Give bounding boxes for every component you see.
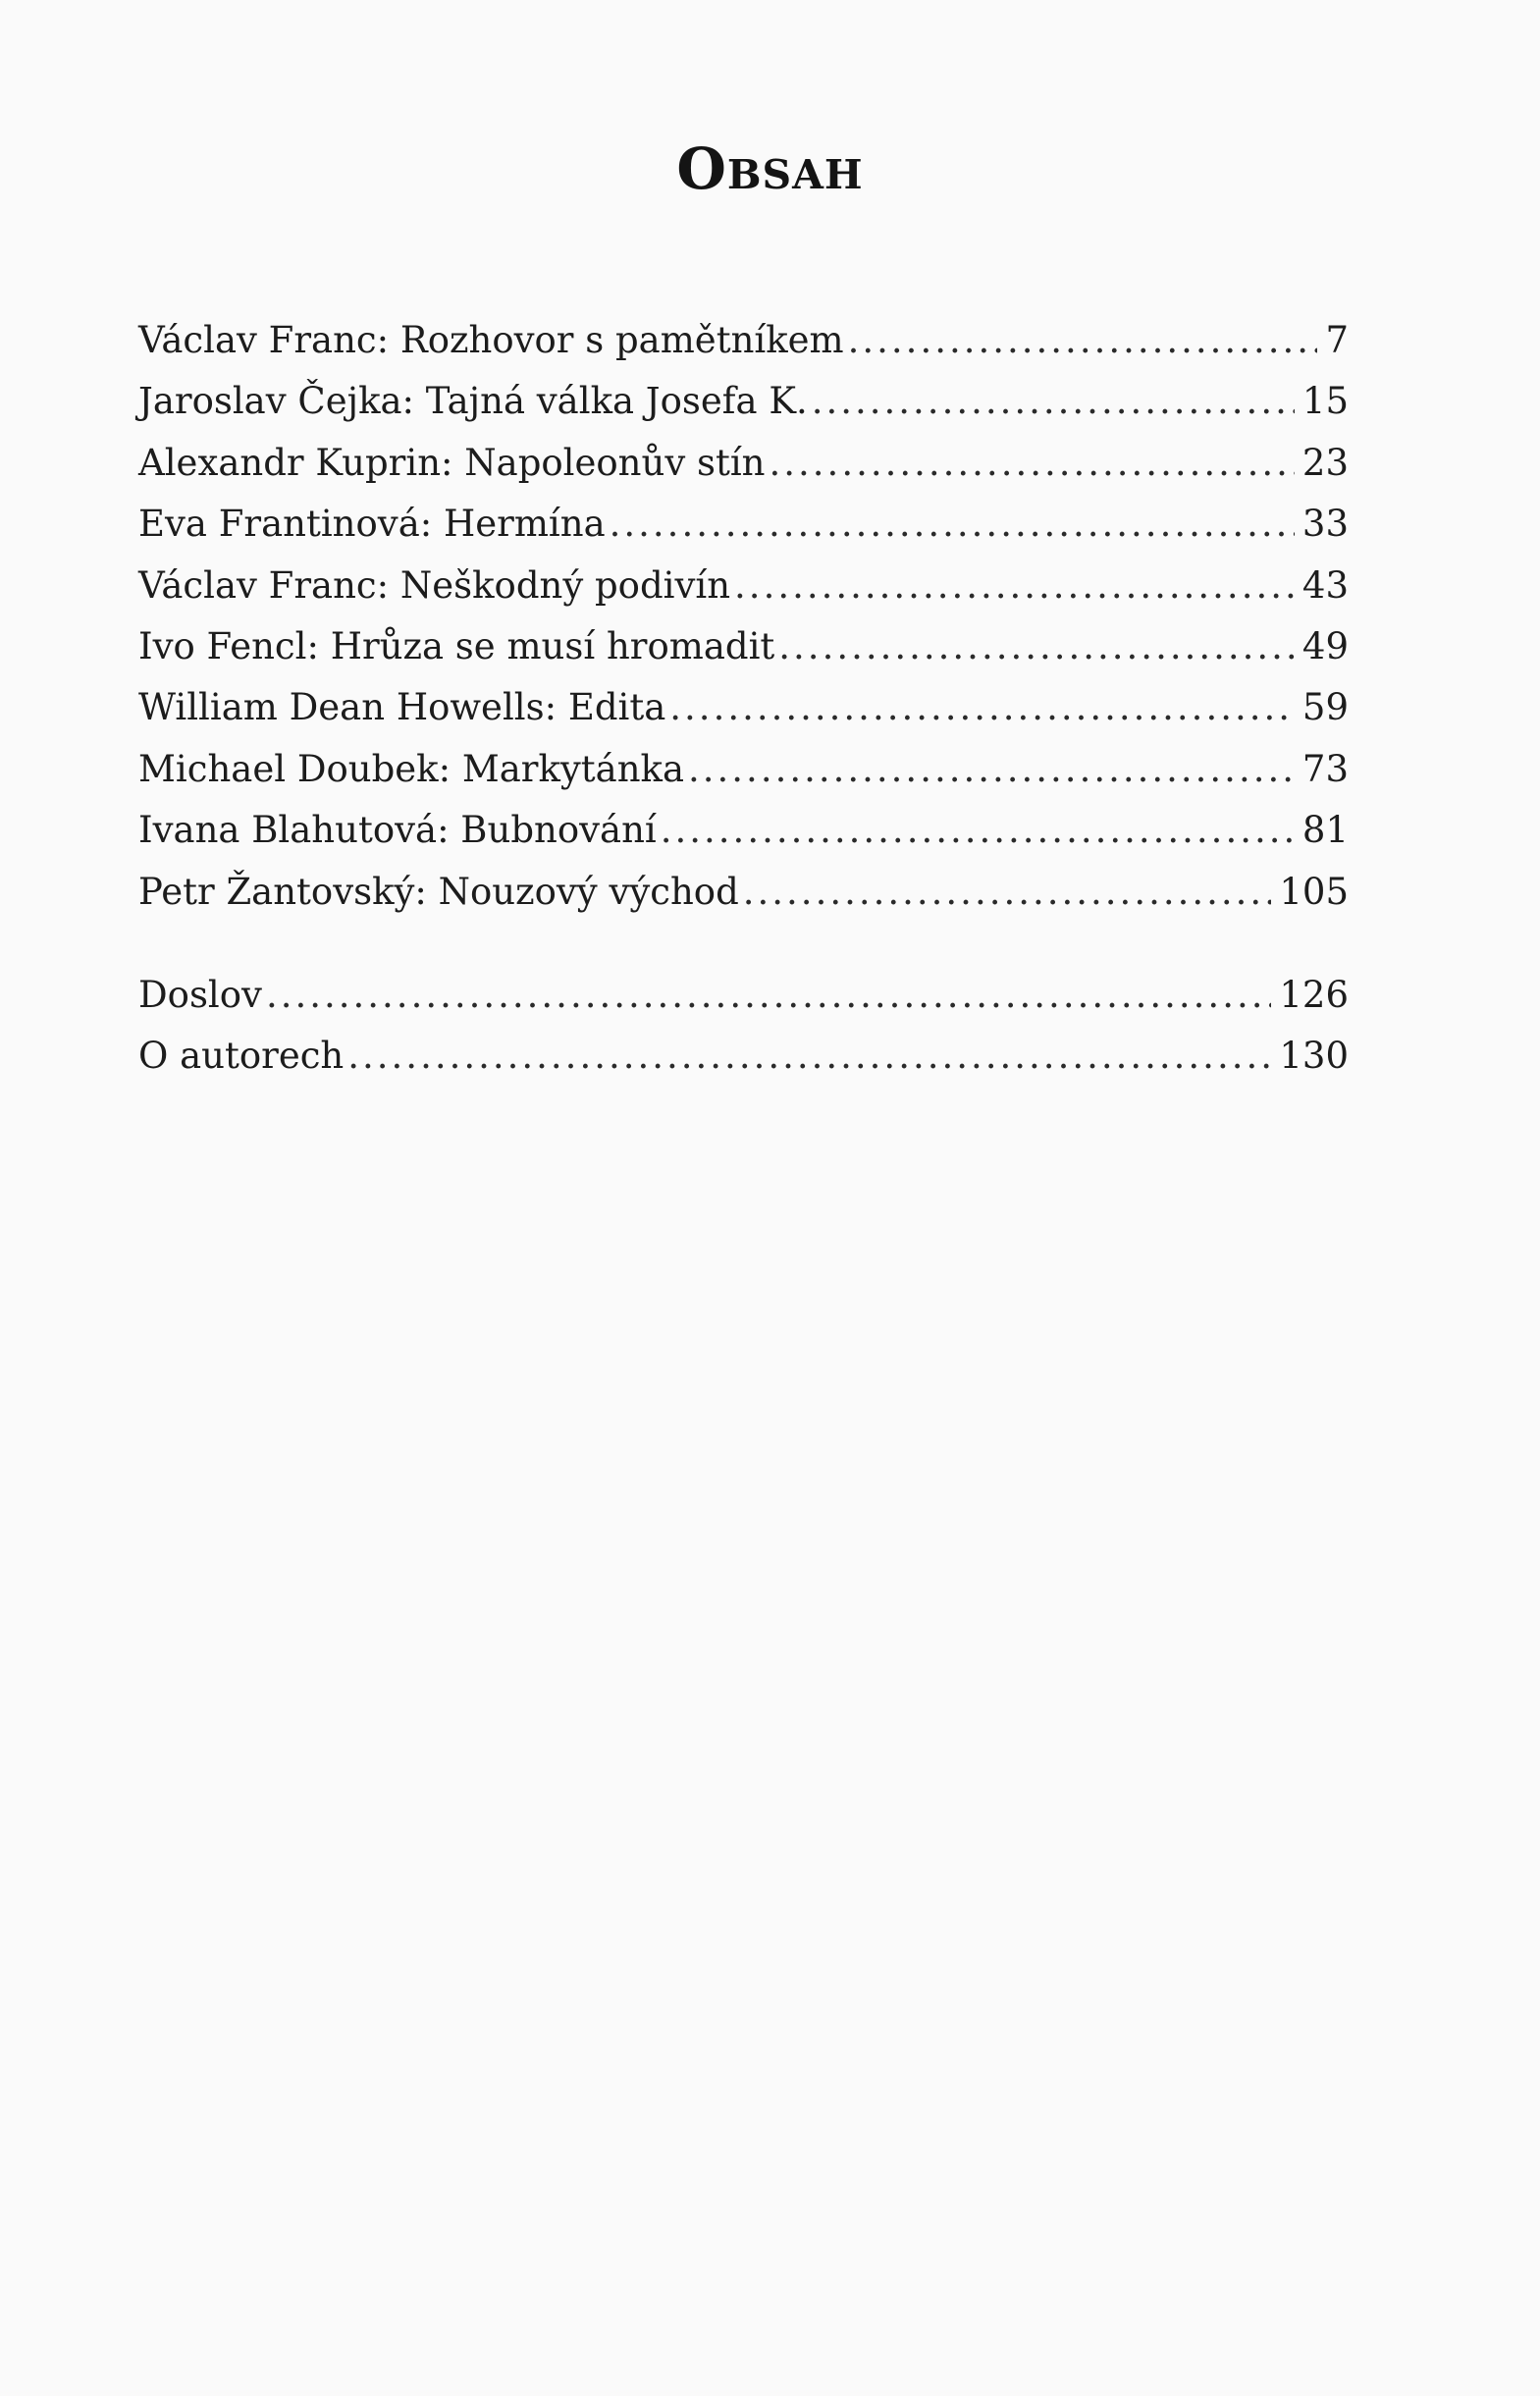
toc-leader-dots xyxy=(661,800,1295,861)
table-of-contents xyxy=(138,310,1349,923)
toc-leader-dots xyxy=(688,739,1295,800)
toc-entry xyxy=(138,433,1349,494)
toc-entry-page: 33 xyxy=(1301,503,1349,546)
toc-leader-dots xyxy=(669,677,1295,738)
toc-entry-title: O autorech xyxy=(138,1035,345,1078)
toc-entry-page: 73 xyxy=(1301,747,1349,790)
toc-entry-title: Ivo Fencl: Hrůza se musí hromadit xyxy=(138,624,775,667)
toc-entry-page: 15 xyxy=(1301,380,1349,423)
toc-entry xyxy=(138,371,1349,432)
toc-entry-title: Eva Frantinová: Hermína xyxy=(138,503,606,546)
toc-entry-title: Petr Žantovský: Nouzový východ xyxy=(138,870,739,913)
page-title: Obsah xyxy=(676,135,864,202)
toc-entry-title: Doslov xyxy=(138,974,262,1016)
toc-leader-dots xyxy=(743,862,1272,923)
toc-leader-dots xyxy=(266,965,1271,1026)
toc-entry-page: 130 xyxy=(1279,1035,1349,1078)
toc-entry-about-authors xyxy=(138,1026,1349,1087)
toc-entry xyxy=(138,556,1349,616)
toc-leader-dots xyxy=(734,556,1295,616)
toc-leader-dots xyxy=(347,1026,1271,1087)
toc-leader-dots xyxy=(610,494,1295,555)
toc-entry-title: Alexandr Kuprin: Napoleonův stín xyxy=(138,441,766,484)
toc-entry-page: 126 xyxy=(1279,974,1349,1016)
toc-leader-dots xyxy=(778,616,1295,677)
back-matter-list xyxy=(138,965,1349,1088)
toc-entry-page: 105 xyxy=(1279,870,1349,913)
toc-entry-afterword xyxy=(138,965,1349,1026)
toc-entry xyxy=(138,800,1349,861)
toc-leader-dots xyxy=(812,371,1295,432)
toc-entry xyxy=(138,494,1349,555)
toc-entry xyxy=(138,862,1349,923)
toc-entry-title: Václav Franc: Neškodný podivín xyxy=(138,563,731,607)
toc-entry-title: Jaroslav Čejka: Tajná válka Josefa K. xyxy=(138,380,808,423)
toc-entry-title: Ivana Blahutová: Bubnování xyxy=(138,809,657,852)
toc-entry-page: 81 xyxy=(1301,809,1349,852)
toc-entry xyxy=(138,616,1349,677)
toc-entry xyxy=(138,310,1349,371)
toc-leader-dots xyxy=(848,310,1318,371)
toc-entry-page: 59 xyxy=(1301,686,1349,729)
toc-leader-dots xyxy=(770,433,1295,494)
toc-entry-title: William Dean Howells: Edita xyxy=(138,686,666,729)
toc-entry-page: 7 xyxy=(1325,319,1349,361)
toc-entry-page: 49 xyxy=(1301,624,1349,667)
toc-entry xyxy=(138,739,1349,800)
toc-entry-page: 43 xyxy=(1301,563,1349,607)
toc-entry-page: 23 xyxy=(1301,441,1349,484)
toc-entry-title: Michael Doubek: Markytánka xyxy=(138,747,685,790)
toc-entry xyxy=(138,677,1349,738)
toc-entry-title: Václav Franc: Rozhovor s pamětníkem xyxy=(138,319,844,361)
